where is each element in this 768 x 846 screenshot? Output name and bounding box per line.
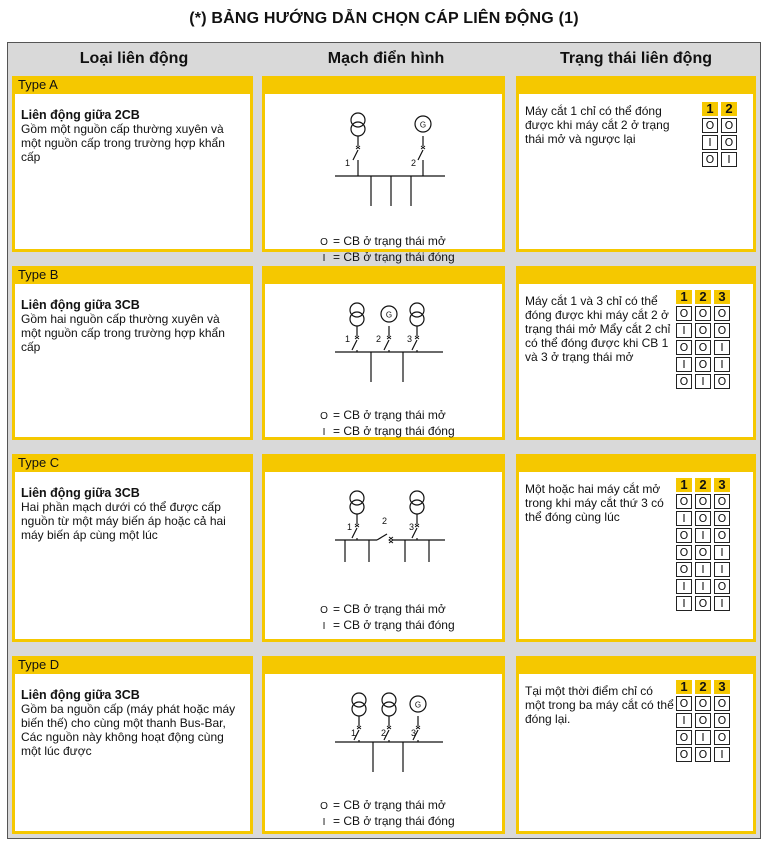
type-text: Gồm hai nguồn cấp thường xuyên và một nguồn cấp trong trường hợp khẩn cấp [21,312,225,354]
type-tag: Type A [18,77,58,92]
breaker-switch-icon [353,150,358,160]
type-description [21,108,242,164]
transformer-icon [352,693,366,707]
state-cell-value: O [695,357,711,372]
state-description: Máy cắt 1 chỉ có thể đóng được khi máy cắt 2 ở trạng thái mở và ngược lại [525,104,670,146]
state-table-row [676,696,730,711]
circuit-diagram [265,674,505,794]
state-cell-value: O [721,118,737,133]
legend-closed-text: = CB ở trạng thái đóng [333,618,455,632]
state-table-header [702,102,737,116]
type-text: Hai phần mạch dưới có thể được cấp nguồn từ một máy biến áp hoặc cả hai máy biến áp cùng một lúc [21,500,226,542]
state-description: Một hoặc hai máy cắt mở trong khi máy cắt thứ 3 có thể đóng cùng lúc [525,482,664,524]
state-cell-value: O [676,696,692,711]
breaker-number: 3 [411,728,417,738]
breaker-number: 1 [347,522,353,532]
type-tag-bar [12,266,253,284]
state-cell-value: O [714,323,730,338]
transformer-icon [351,122,365,136]
state-cell-value: O [695,340,711,355]
type-tag: Type D [18,657,60,672]
type-tag: Type B [18,267,59,282]
breaker-switch-icon [352,528,357,538]
state-table-row [676,374,730,389]
state-cell-value: O [714,730,730,745]
state-table-row [676,306,730,321]
circuit-cell [262,284,505,440]
open-symbol: O [320,605,328,616]
svg-text:G: G [385,310,393,320]
breaker-number: 2 [382,516,388,526]
state-cell-value: O [714,696,730,711]
state-cell-value: O [676,306,692,321]
transformer-icon [350,491,364,505]
circuit-bar [262,266,505,284]
state-description: Tại một thời điểm chỉ có một trong ba máy cắt có thể đóng lại. [525,684,674,726]
breaker-column-header: 3 [714,680,730,694]
state-table-row [676,545,730,560]
state-cell-value: O [695,747,711,762]
breaker-column-header: 2 [695,290,711,304]
breaker-switch-icon [384,340,389,350]
type-description [21,688,242,758]
state-cell-value: I [676,511,692,526]
state-bar [516,76,756,94]
breaker-column-header: 2 [721,102,737,116]
state-cell-value: I [695,374,711,389]
state-cell-value: O [695,323,711,338]
breaker-number: 3 [409,522,415,532]
state-table [673,678,733,764]
type-heading: Liên động giữa 2CB [21,108,140,122]
closed-symbol: I [322,621,326,632]
legend-open-text: = CB ở trạng thái mở [333,408,446,422]
state-table [673,288,733,391]
state-table-row [676,340,730,355]
state-cell-value: I [714,562,730,577]
type-section-c [12,454,756,642]
state-cell-value: O [714,579,730,594]
type-description [21,486,242,542]
open-symbol: O [320,801,328,812]
state-table-row [676,494,730,509]
type-section-a [12,76,756,264]
closed-symbol: I [322,253,326,264]
state-cell [516,94,756,252]
circuit-cell [262,472,505,642]
state-cell-value: O [695,696,711,711]
type-tag-bar [12,656,253,674]
svg-text:G: G [414,700,422,710]
breaker-number: 1 [345,158,351,168]
state-cell-value: I [721,152,737,167]
legend-open [315,798,455,814]
state-cell-value: O [695,596,711,611]
type-tag-bar [12,76,253,94]
type-text: Gồm ba nguồn cấp (máy phát hoặc máy biến thế) cho cùng một thanh Bus-Bar, Các nguồn này không hoạt động cùng một lúc được [21,702,236,758]
circuit-diagram [265,472,505,592]
state-cell-value: O [676,562,692,577]
state-cell-value: I [695,579,711,594]
state-table [673,476,733,613]
transformer-icon [410,500,424,514]
legend [315,408,455,440]
type-description-cell [12,472,253,642]
circuit-bar [262,656,505,674]
legend-closed [315,618,455,634]
state-cell-value: O [714,511,730,526]
state-cell-value: O [676,730,692,745]
type-section-b [12,266,756,440]
transformer-icon [382,702,396,716]
breaker-column-header: 3 [714,478,730,492]
state-cell-value: I [695,562,711,577]
state-cell-value: I [676,596,692,611]
transformer-icon [410,303,424,317]
legend-closed-text: = CB ở trạng thái đóng [333,424,455,438]
legend-open [315,602,455,618]
type-heading: Liên động giữa 3CB [21,486,140,500]
state-cell-value: I [695,528,711,543]
type-section-d [12,656,756,834]
state-cell-value: I [714,340,730,355]
type-description-cell [12,94,253,252]
breaker-switch-icon [418,150,423,160]
state-cell-value: O [714,528,730,543]
transformer-icon [350,312,364,326]
state-table [699,100,740,169]
state-cell-value: O [676,340,692,355]
transformer-icon [410,491,424,505]
state-cell-value: I [695,730,711,745]
state-cell [516,674,756,834]
state-table-row [702,152,737,167]
state-table-row [676,357,730,372]
state-cell-value: I [676,713,692,728]
state-cell [516,472,756,642]
header-type: Loại liên động [79,50,189,67]
breaker-switch-icon [352,340,357,350]
breaker-column-header: 1 [676,290,692,304]
state-cell-value: O [695,545,711,560]
type-heading: Liên động giữa 3CB [21,298,140,312]
state-cell-value: O [676,747,692,762]
legend-open [315,234,455,250]
closed-symbol: I [322,817,326,828]
legend-open-text: = CB ở trạng thái mở [333,234,446,248]
transformer-icon [352,702,366,716]
closed-symbol: I [322,427,326,438]
circuit-diagram [265,284,505,404]
open-symbol: O [320,237,328,248]
legend-closed [315,814,455,830]
type-description-cell [12,284,253,440]
transformer-icon [350,303,364,317]
breaker-column-header: 3 [714,290,730,304]
circuit-diagram [265,94,505,214]
breaker-number: 1 [351,728,357,738]
type-tag-bar [12,454,253,472]
circuit-cell [262,94,505,264]
state-cell-value: I [714,545,730,560]
state-table-row [676,562,730,577]
state-cell-value: I [714,747,730,762]
state-cell-value: O [695,511,711,526]
breaker-number: 2 [376,334,382,344]
legend-closed-text: = CB ở trạng thái đóng [333,250,455,264]
breaker-number: 2 [411,158,417,168]
state-table-row [676,596,730,611]
transformer-icon [351,113,365,127]
state-cell-value: O [695,306,711,321]
legend [315,602,455,634]
breaker-switch-icon [412,340,417,350]
breaker-column-header: 1 [702,102,718,116]
state-table-row [676,747,730,762]
state-table-row [676,713,730,728]
state-cell-value: O [695,713,711,728]
breaker-column-header: 1 [676,478,692,492]
state-cell-value: O [676,528,692,543]
state-bar [516,266,756,284]
state-cell-value: I [714,596,730,611]
breaker-number: 3 [407,334,413,344]
state-table-header [676,680,730,694]
legend [315,234,455,266]
state-cell-value: I [676,323,692,338]
page-title: (*) BẢNG HƯỚNG DẪN CHỌN CÁP LIÊN ĐỘNG (1) [189,10,579,27]
type-description [21,298,242,354]
state-cell-value: I [702,135,718,150]
breaker-column-header: 1 [676,680,692,694]
state-cell-value: O [676,494,692,509]
circuit-bar [262,454,505,472]
state-table-row [702,118,737,133]
state-bar [516,656,756,674]
legend-open-text: = CB ở trạng thái mở [333,798,446,812]
state-table-row [676,579,730,594]
state-cell-value: O [714,713,730,728]
state-cell-value: I [676,357,692,372]
transformer-icon [410,312,424,326]
type-tag: Type C [18,455,60,470]
state-cell-value: O [714,374,730,389]
state-cell-value: O [714,494,730,509]
state-cell-value: O [702,152,718,167]
state-cell-value: O [676,374,692,389]
transformer-icon [382,693,396,707]
breaker-number: 2 [381,728,387,738]
legend-closed [315,250,455,266]
svg-text:G: G [419,120,427,130]
state-table-row [702,135,737,150]
circuit-cell [262,674,505,834]
transformer-icon [350,500,364,514]
type-text: Gồm một nguồn cấp thường xuyên và một nguồn cấp trong trường hợp khẩn cấp [21,122,225,164]
type-heading: Liên động giữa 3CB [21,688,140,702]
legend-open [315,408,455,424]
legend-open-text: = CB ở trạng thái mở [333,602,446,616]
breaker-number: 1 [345,334,351,344]
state-cell [516,284,756,440]
legend-closed-text: = CB ở trạng thái đóng [333,814,455,828]
legend [315,798,455,830]
state-description: Máy cắt 1 và 3 chỉ có thể đóng được khi máy cắt 2 ở trạng thái mở Mẩy cắt 2 chỉ có thể đóng được khi CB 1 và 3 ở trạng thái mở [525,294,671,364]
breaker-column-header: 2 [695,478,711,492]
breaker-column-header: 2 [695,680,711,694]
state-cell-value: O [695,494,711,509]
header-circuit: Mạch điển hình [327,50,445,67]
state-table-row [676,730,730,745]
open-symbol: O [320,411,328,422]
state-cell-value: O [702,118,718,133]
circuit-bar [262,76,505,94]
state-cell-value: I [676,579,692,594]
state-cell-value: O [721,135,737,150]
state-cell-value: O [714,306,730,321]
header-state: Trạng thái liên động [560,50,712,67]
state-cell-value: O [676,545,692,560]
state-cell-value: I [714,357,730,372]
state-table-row [676,323,730,338]
legend-closed [315,424,455,440]
type-description-cell [12,674,253,834]
state-bar [516,454,756,472]
state-table-row [676,511,730,526]
state-table-row [676,528,730,543]
state-table-header [676,290,730,304]
state-table-header [676,478,730,492]
